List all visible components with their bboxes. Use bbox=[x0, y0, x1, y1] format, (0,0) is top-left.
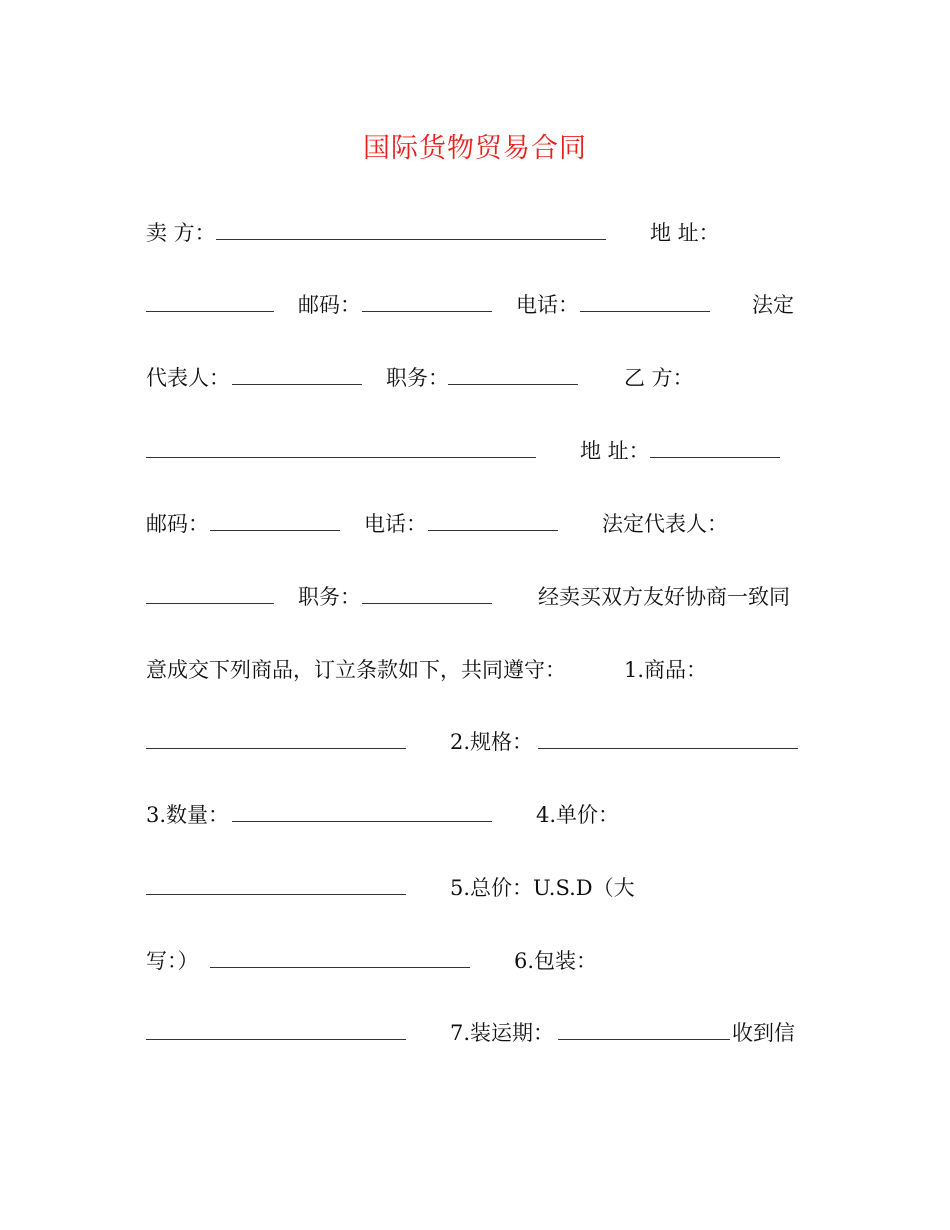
party-b-blank[interactable] bbox=[146, 457, 536, 458]
phone2-label: 电话： bbox=[364, 512, 427, 536]
position-label: 职务： bbox=[386, 366, 449, 390]
item7-tail-text: 收到信 bbox=[732, 1021, 795, 1045]
address-blank[interactable] bbox=[146, 311, 274, 312]
agreement-text-part2: 意成交下列商品，订立条款如下，共同遵守： bbox=[146, 658, 566, 682]
legal-rep2-blank[interactable] bbox=[146, 603, 274, 604]
item7-label: 7.装运期： bbox=[450, 1021, 555, 1045]
item1-blank[interactable] bbox=[146, 748, 406, 749]
item4-label: 4.单价： bbox=[536, 803, 620, 827]
seller-blank[interactable] bbox=[216, 239, 606, 240]
item1-label: 1.商品： bbox=[624, 658, 708, 682]
item6-blank[interactable] bbox=[146, 1039, 406, 1040]
item6-label: 6.包装： bbox=[514, 949, 598, 973]
address-label: 地 址： bbox=[650, 221, 720, 245]
seller-label: 卖 方： bbox=[146, 221, 216, 245]
party-b-label: 乙 方： bbox=[624, 366, 694, 390]
legal-rep-blank[interactable] bbox=[232, 384, 362, 385]
postcode-label: 邮码： bbox=[298, 293, 361, 317]
agreement-text-part1: 经卖买双方友好协商一致同 bbox=[538, 585, 790, 609]
postcode2-label: 邮码： bbox=[146, 512, 209, 536]
postcode2-blank[interactable] bbox=[210, 530, 340, 531]
item5-label-cont: 写：） bbox=[146, 949, 199, 973]
phone-label: 电话： bbox=[516, 293, 579, 317]
legal-rep-label-part2: 代表人： bbox=[146, 366, 230, 390]
legal-rep-label-part1: 法定 bbox=[752, 293, 794, 317]
item2-blank[interactable] bbox=[538, 748, 798, 749]
item5-blank[interactable] bbox=[210, 967, 470, 968]
item5-label: 5.总价：U.S.D（大 bbox=[450, 876, 635, 900]
contract-title: 国际货物贸易合同 bbox=[363, 133, 587, 164]
item3-label: 3.数量： bbox=[146, 803, 230, 827]
item3-blank[interactable] bbox=[232, 821, 492, 822]
phone-blank[interactable] bbox=[580, 311, 710, 312]
position-blank[interactable] bbox=[448, 384, 578, 385]
address2-blank[interactable] bbox=[650, 457, 780, 458]
postcode-blank[interactable] bbox=[362, 311, 492, 312]
item7-blank[interactable] bbox=[558, 1039, 730, 1040]
phone2-blank[interactable] bbox=[428, 530, 558, 531]
item4-blank[interactable] bbox=[146, 894, 406, 895]
item2-label: 2.规格： bbox=[450, 730, 534, 754]
position2-label: 职务： bbox=[298, 585, 361, 609]
legal-rep2-label: 法定代表人： bbox=[602, 512, 728, 536]
address2-label: 地 址： bbox=[580, 439, 650, 463]
position2-blank[interactable] bbox=[362, 603, 492, 604]
